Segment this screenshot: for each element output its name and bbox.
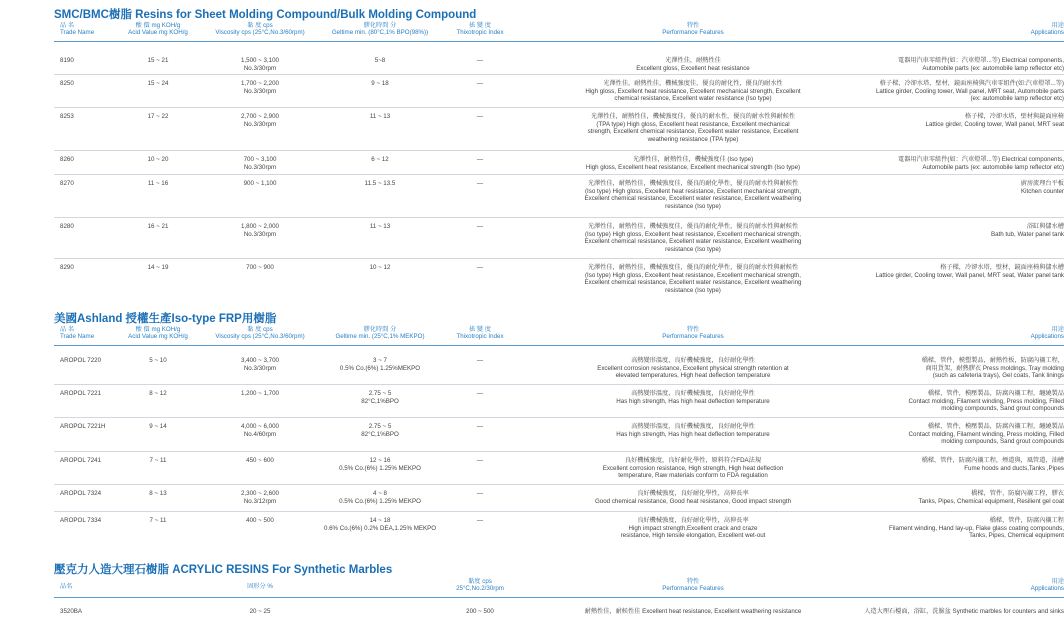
column-header: 黏 度 cps: [247, 326, 273, 333]
viscosity: No.3/30rpm: [243, 120, 277, 128]
column-header: Applications: [1030, 333, 1064, 340]
viscosity: 400 ~ 500: [246, 517, 274, 524]
acid-value: 8 ~ 12: [149, 390, 167, 397]
viscosity: No.4/60rpm: [243, 430, 277, 438]
acid-value: 15 ~ 21: [147, 57, 169, 64]
thixotropic-index: —: [476, 113, 484, 120]
performance-features: Good chemical resistance, Good heat resistance, Good impact strength: [594, 497, 792, 505]
viscosity: No.3/30rpm: [243, 163, 277, 171]
applications: 橋樑，管件，模壓製品，防腐內襯工程，纏繞製品: [927, 390, 1064, 397]
viscosity: 1,200 ~ 1,700: [240, 390, 280, 397]
product-name: 3520BA: [60, 608, 83, 615]
column-header: 品 名: [60, 22, 75, 29]
acid-value: 8 ~ 13: [149, 490, 167, 497]
geltime: 82°C,1%BPO: [361, 430, 399, 438]
column-header: 25°C,No.2/30rpm: [456, 585, 504, 592]
column-header: Trade Name: [60, 29, 95, 36]
column-header: Trade Name: [60, 333, 95, 340]
column-header: 黏 度 cps: [247, 22, 273, 29]
applications: Filament winding, Hand lay-up, Flake glass coating compounds,: [888, 524, 1064, 532]
performance-features: (TPA type) High gloss, Excellent heat resistance, Excellent mechanical: [596, 120, 790, 128]
viscosity: 2,700 ~ 2,900: [240, 113, 280, 120]
column-header: Applications: [1030, 29, 1064, 36]
geltime: 82°C,1%BPO: [361, 397, 399, 405]
acid-value: 15 ~ 24: [147, 80, 169, 87]
performance-features: 耐熱性佳，耐候性佳 Excellent heat resistance, Excellent weathering resistance: [584, 608, 802, 615]
viscosity: 700 ~ 900: [246, 264, 274, 271]
applications: Lattice girder, Cooling tower, Wall panel, MRT seat, Automobile parts: [875, 87, 1064, 95]
thixotropic-index: —: [476, 264, 484, 271]
thixotropic-index: —: [476, 223, 484, 230]
column-header: 固形分 %: [247, 583, 273, 590]
applications: 橋樑，管件，防腐內襯工程，煙道與，風管道，油槽: [921, 457, 1064, 464]
trade-name: 8280: [60, 223, 74, 230]
geltime: 11.5 ~ 13.5: [364, 180, 396, 187]
column-header: Acid Value mg KOH/g: [128, 29, 188, 36]
thixotropic-index: —: [476, 390, 484, 397]
viscosity: 3,400 ~ 3,700: [240, 357, 280, 364]
solid-content: 20 ~ 25: [249, 608, 271, 615]
performance-features: elevated temperatures, High heat deflection temperature: [615, 372, 771, 380]
performance-features: Excellent gloss, Excellent heat resistance: [636, 64, 750, 72]
column-header: 特性: [686, 326, 700, 333]
applications: 橋樑，管件，防腐內襯工程: [989, 517, 1064, 524]
column-header: 膠化時間 分: [363, 326, 397, 333]
column-header: 用途: [1051, 578, 1064, 585]
performance-features: 高熱變形溫度，良好機械強度，良好耐化學性: [631, 357, 755, 364]
trade-name: 8290: [60, 264, 74, 271]
acid-value: 5 ~ 10: [149, 357, 167, 364]
header-divider: [54, 345, 1064, 346]
thixotropic-index: —: [476, 80, 484, 87]
applications: Lattice girder, Cooling tower, Wall panel, MRT seat: [925, 120, 1064, 128]
column-header: 特性: [686, 22, 700, 29]
geltime: 2.75 ~ 5: [368, 390, 392, 397]
row-divider: [54, 258, 1064, 259]
performance-features: 高熱變形溫度，良好機械強度，良好耐化學性: [631, 390, 755, 397]
viscosity: 1,500 ~ 3,100: [240, 57, 280, 64]
applications: Automobile parts (ex: automobile lamp reflector etc): [922, 64, 1064, 72]
column-header: Applications: [1030, 585, 1064, 592]
column-header: Performance Features: [662, 585, 724, 592]
performance-features: Excellent chemical resistance, Excellent water resistance, Excellent weathering: [584, 195, 802, 203]
trade-name: AROPOL 7241: [60, 457, 102, 464]
applications: 廚房流理台平板: [1020, 180, 1064, 187]
performance-features: Excellent chemical resistance, Excellent water resistance, Excellent weathering: [584, 238, 802, 246]
performance-features: Has high strength, Has high heat deflection temperature: [616, 397, 770, 405]
trade-name: AROPOL 7221: [60, 390, 102, 397]
thixotropic-index: —: [476, 423, 484, 430]
performance-features: weathering resistance (TPA type): [647, 135, 739, 143]
header-divider: [54, 597, 1064, 598]
geltime: 11 ~ 13: [369, 113, 391, 120]
viscosity: 1,800 ~ 2,000: [240, 223, 280, 230]
applications: (such as cafeteria trays), Gel coats, Tank linings: [932, 372, 1064, 380]
acid-value: 16 ~ 21: [147, 223, 169, 230]
trade-name: AROPOL 7334: [60, 517, 102, 524]
acid-value: 7 ~ 11: [149, 457, 167, 464]
thixotropic-index: —: [476, 517, 484, 524]
trade-name: AROPOL 7220: [60, 357, 102, 364]
geltime: 3 ~ 7: [373, 357, 387, 364]
applications: 橋樑，管件，模塑製品，耐熱性板，防腐內襯工程，: [921, 357, 1064, 364]
geltime: 5~8: [374, 57, 386, 64]
viscosity: No.3/30rpm: [243, 230, 277, 238]
column-header: 酸 價 mg KOH/g: [135, 326, 181, 333]
geltime: 11 ~ 13: [369, 223, 391, 230]
applications: Kitchen counter: [1021, 187, 1064, 195]
performance-features: 光澤性佳，耐熱性佳，機械強度佳，優良的耐化學性，優良的耐水性與耐候性: [587, 180, 799, 187]
performance-features: 良好機械強度，良好耐化學性，原料符合FDA法規: [624, 457, 762, 464]
applications: 格子樑，冷卻水塔，壁材與鏡面座椅: [965, 113, 1064, 120]
performance-features: chemical resistance, Excellent water resistance (Iso type): [614, 95, 772, 103]
column-header: 搖 變 度: [468, 22, 491, 29]
performance-features: resistance (Iso type): [665, 286, 721, 294]
applications: 商用貨架，耐熱膠衣 Press moldings, Tray molding: [925, 364, 1064, 372]
column-header: Acid Value mg KOH/g: [128, 333, 188, 340]
geltime: 0.5% Co.(6%) 1.25% MEKPO: [339, 497, 421, 505]
acid-value: 11 ~ 16: [147, 180, 169, 187]
applications: 浴缸與儲水槽: [1026, 223, 1064, 230]
geltime: 6 ~ 12: [371, 156, 389, 163]
column-header: 用途: [1051, 22, 1064, 29]
performance-features: Has high strength, Has high heat deflection temperature: [616, 430, 770, 438]
column-header: 用途: [1051, 326, 1064, 333]
geltime: 9 ~ 18: [371, 80, 389, 87]
trade-name: AROPOL 7324: [60, 490, 102, 497]
column-header: 品名: [60, 583, 73, 590]
column-header: 搖 變 度: [468, 326, 491, 333]
acid-value: 10 ~ 20: [147, 156, 169, 163]
performance-features: 光澤性佳，耐熱性佳，機械強度佳，優良的耐水性，優良的耐水性與耐候性: [590, 113, 796, 120]
viscosity: 4,000 ~ 6,000: [240, 423, 280, 430]
performance-features: 良好機械強度，良好耐化學性，高伸長率: [637, 490, 749, 497]
acid-value: 9 ~ 14: [149, 423, 167, 430]
viscosity: No.3/30rpm: [243, 64, 277, 72]
geltime: 4 ~ 8: [373, 490, 387, 497]
row-divider: [54, 417, 1064, 418]
performance-features: (Iso type) High gloss, Excellent heat resistance, Excellent mechanical strength,: [585, 187, 801, 195]
performance-features: 良好機械強度，良好耐化學性，高伸長率: [637, 517, 749, 524]
trade-name: 8190: [60, 57, 74, 64]
column-header: Performance Features: [662, 29, 724, 36]
viscosity: No.3/12rpm: [243, 497, 277, 505]
performance-features: Excellent chemical resistance, Excellent water resistance, Excellent weathering: [584, 279, 802, 287]
performance-features: 光澤性佳，耐熱性佳，機械強度佳 (Iso type): [632, 156, 754, 163]
column-header: 酸 價 mg KOH/g: [135, 22, 181, 29]
row-divider: [54, 511, 1064, 512]
column-header: 膠化時間 分: [363, 22, 397, 29]
performance-features: resistance (Iso type): [665, 245, 721, 253]
performance-features: resistance (Iso type): [665, 202, 721, 210]
applications: 人造大理石檯面，浴缸，洗臉盆 Synthetic marbles for counters and sinks: [864, 608, 1064, 615]
row-divider: [54, 451, 1064, 452]
acid-value: 14 ~ 19: [147, 264, 169, 271]
performance-features: Excellent corrosion resistance, High strength, High heat deflection: [602, 464, 784, 472]
thixotropic-index: —: [476, 180, 484, 187]
applications: 格子樑，冷卻水塔，壁材，鏡面座椅與汽車零組件(如:汽車燈罩...等): [879, 80, 1064, 87]
viscosity: 2,300 ~ 2,600: [240, 490, 280, 497]
column-header: Viscosity cps (25°C,No.3/60rpm): [215, 333, 305, 340]
trade-name: AROPOL 7221H: [60, 423, 106, 430]
section-title: 壓克力人造大理石樹脂 ACRYLIC RESINS For Synthetic Marbles: [54, 564, 393, 576]
applications: 橋樑，管件，防腐內襯工程，膠衣: [971, 490, 1064, 497]
applications: 電器用汽車零組件(如：汽車燈罩...等) Electrical components,: [897, 156, 1064, 163]
performance-features: High impact strength,Excellent crack and craze: [628, 524, 758, 532]
header-divider: [54, 41, 1064, 42]
applications: 電器用汽車零組件(如：汽車燈罩...等) Electrical components,: [897, 57, 1064, 64]
applications: Tanks, Pipes, Chemical equipment: [969, 532, 1064, 540]
thixotropic-index: —: [476, 457, 484, 464]
thixotropic-index: —: [476, 357, 484, 364]
section-title: SMC/BMC樹脂 Resins for Sheet Molding Compound/Bulk Molding Compound: [54, 9, 477, 21]
viscosity: 450 ~ 600: [246, 457, 274, 464]
row-divider: [54, 174, 1064, 175]
viscosity: 200 ~ 500: [466, 608, 494, 615]
trade-name: 8253: [60, 113, 74, 120]
section-title: 美國Ashland 授權生產Iso-type FRP用樹脂: [54, 313, 277, 325]
applications: Contact molding, Filament winding, Press molding, Filled: [908, 430, 1064, 438]
applications: Bath tub, Water panel tank: [990, 230, 1064, 238]
performance-features: High gloss, Excellent heat resistance, Excellent mechanical strength (Iso type): [585, 163, 801, 171]
row-divider: [54, 74, 1064, 75]
performance-features: strength, Excellent chemical resistance, Excellent water resistance, Excellent: [587, 128, 799, 136]
geltime: 12 ~ 16: [369, 457, 391, 464]
performance-features: (Iso type) High gloss, Excellent heat resistance, Excellent mechanical strength,: [585, 230, 801, 238]
row-divider: [54, 150, 1064, 151]
applications: 橋樑，管件，模壓製品，防腐內襯工程，纏繞製品: [927, 423, 1064, 430]
performance-features: resistance, High tensile elongation, Excellent wet-out: [620, 532, 766, 540]
viscosity: No.3/30rpm: [243, 87, 277, 95]
viscosity: 900 ~ 1,100: [243, 180, 277, 187]
performance-features: 光澤性佳，耐熱性佳: [665, 57, 721, 64]
applications: Automobile parts (ex: automobile lamp reflector etc): [922, 163, 1064, 171]
performance-features: High gloss, Excellent heat resistance, Excellent mechanical strength, Excellent: [585, 87, 801, 95]
geltime: 10 ~ 12: [369, 264, 391, 271]
column-header: Viscosity cps (25°C,No.3/60rpm): [215, 29, 305, 36]
row-divider: [54, 107, 1064, 108]
thixotropic-index: —: [476, 156, 484, 163]
trade-name: 8260: [60, 156, 74, 163]
row-divider: [54, 384, 1064, 385]
column-header: Geltime min. (80°C,1% BPO(98%)): [331, 29, 429, 36]
applications: molding compounds, Sand grout compounds: [941, 405, 1064, 413]
applications: Lattice girder, Cooling tower, Wall panel, MRT seat, Water panel tank: [875, 271, 1064, 279]
viscosity: 1,700 ~ 2,200: [240, 80, 280, 87]
performance-features: (Iso type) High gloss, Excellent heat resistance, Excellent mechanical strength,: [585, 271, 801, 279]
column-header: Thixotropic Index: [456, 333, 504, 340]
thixotropic-index: —: [476, 490, 484, 497]
performance-features: 光澤性佳，耐熱性佳，機械強度佳，優良的耐化性，優良的耐水性: [603, 80, 783, 87]
performance-features: 光澤性佳，耐熱性佳，機械強度佳，優良的耐化學性，優良的耐水性與耐候性: [587, 223, 799, 230]
column-header: 黏度 cps: [468, 578, 492, 585]
geltime: 14 ~ 18: [369, 517, 391, 524]
viscosity: 700 ~ 3,100: [243, 156, 277, 163]
column-header: Thixotropic Index: [456, 29, 504, 36]
applications: Fume hoods and ducts,Tanks ,Pipes: [964, 464, 1064, 472]
trade-name: 8250: [60, 80, 74, 87]
row-divider: [54, 484, 1064, 485]
performance-features: Excellent corrosion resistance, Excellent physical strength retention at: [597, 364, 789, 372]
applications: Tanks, Pipes, Chemical equipment, Resilient gel coat: [918, 497, 1064, 505]
row-divider: [54, 217, 1064, 218]
column-header: 品 名: [60, 326, 75, 333]
applications: molding compounds, Sand grout compounds: [941, 438, 1064, 446]
applications: 格子樑，冷卻水塔，壁材，鏡面座椅與儲水槽: [940, 264, 1064, 271]
acid-value: 7 ~ 11: [149, 517, 167, 524]
acid-value: 17 ~ 22: [147, 113, 169, 120]
geltime: 0.5% Co.(6%) 1.25%MEKPO: [339, 364, 421, 372]
applications: Contact molding, Filament winding, Press molding, Filled: [908, 397, 1064, 405]
viscosity: No.3/30rpm: [243, 364, 277, 372]
thixotropic-index: —: [476, 57, 484, 64]
column-header: 特性: [686, 578, 700, 585]
geltime: 0.5% Co.(6%) 1.25% MEKPO: [339, 464, 421, 472]
geltime: 0.6% Co.(6%) 0.2% DEA,1.25% MEKPO: [323, 524, 437, 532]
performance-features: temperature, Raw materials conform to FDA regulation: [618, 472, 768, 480]
applications: (ex: automobile lamp reflector etc): [970, 95, 1064, 103]
geltime: 2.75 ~ 5: [368, 423, 392, 430]
column-header: Geltime min. (25°C,1% MEKPO): [335, 333, 425, 340]
trade-name: 8270: [60, 180, 74, 187]
performance-features: 高熱變形溫度，良好機械強度，良好耐化學性: [631, 423, 755, 430]
column-header: Performance Features: [662, 333, 724, 340]
performance-features: 光澤性佳，耐熱性佳，機械強度佳，優良的耐化學性，優良的耐水性與耐候性: [587, 264, 799, 271]
